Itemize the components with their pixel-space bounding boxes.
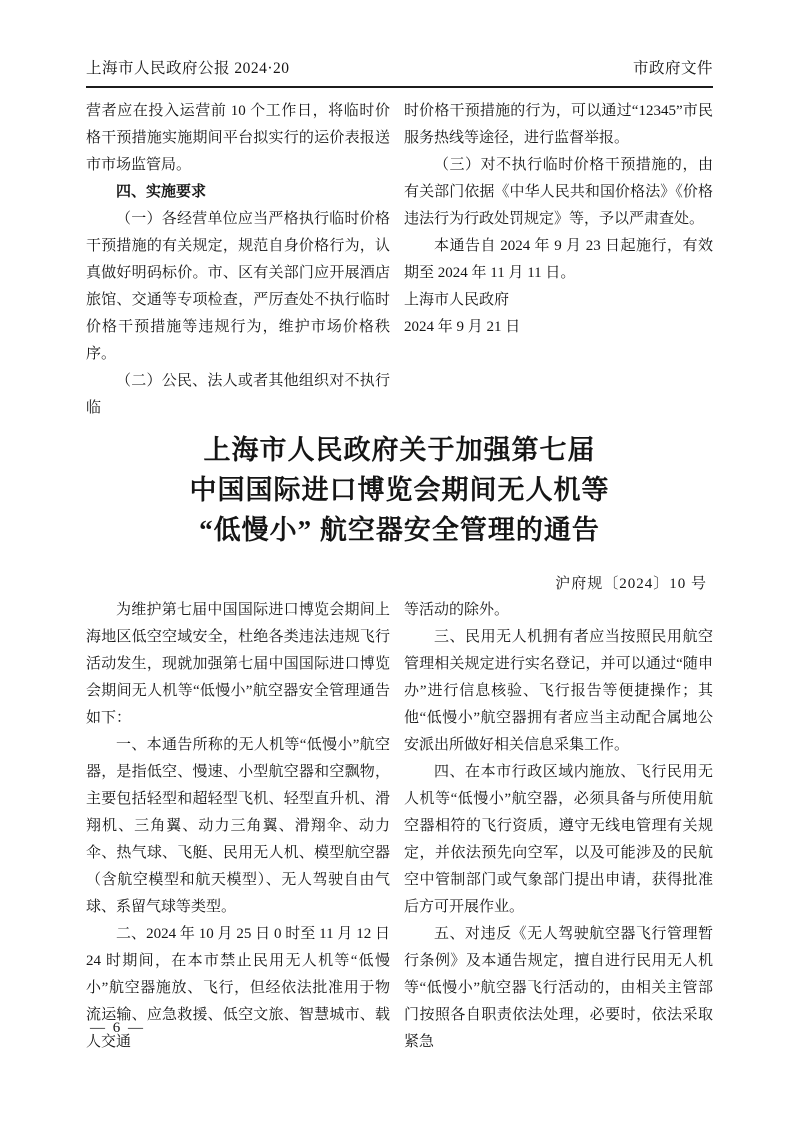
header-divider (86, 86, 713, 88)
doc2-title (86, 430, 713, 550)
paragraph: 等活动的除外。 (404, 602, 510, 618)
paragraph: 本通告自 2024 年 9 月 23 日起施行，有效期至 2024 年 11 月 11 日。 (404, 238, 713, 281)
paragraph: （三）对不执行临时价格干预措施的，由有关部门依据《中华人民共和国价格法》《价格违法行为行政处罚规定》等，予以严肃查处。 (404, 157, 713, 227)
doc2-body (86, 597, 713, 1056)
signature-date: 2024 年 9 月 21 日 (404, 319, 521, 335)
paragraph: 时价格干预措施的行为，可以通过“12345”市民服务热线等途径，进行监督举报。 (404, 103, 713, 146)
doc2-title-line3: “低慢小” 航空器安全管理的通告 (199, 515, 600, 545)
doc2-title-line2: 中国国际进口博览会期间无人机等 (189, 475, 610, 505)
page-number: — 6 — (90, 1020, 145, 1036)
paragraph: 营者应在投入运营前 10 个工作日，将临时价格干预措施实施期间平台拟实行的运价表报送市市场监管局。 (86, 103, 390, 173)
page-header (86, 56, 713, 78)
section-heading: 四、实施要求 (116, 184, 207, 200)
paragraph: 五、对违反《无人驾驶航空器飞行管理暂行条例》及本通告规定，擅自进行民用无人机等“低慢小”航空器飞行活动的，由相关主管部门按照各自职责依法处理，必要时，依法采取紧急 (404, 926, 713, 1050)
paragraph: 为维护第七届中国国际进口博览会期间上海地区低空空域安全，杜绝各类违法违规飞行活动发生，现就加强第七届中国国际进口博览会期间无人机等“低慢小”航空器安全管理通告如下： (86, 602, 390, 726)
doc1-right-column (404, 98, 713, 422)
paragraph: 四、在本市行政区域内施放、飞行民用无人机等“低慢小”航空器，必须具备与所使用航空器相符的飞行资质，遵守无线电管理有关规定，并依法预先向空军，以及可能涉及的民航空中管制部门或气象部门提出申请，获得批准后方可开展作业。 (404, 764, 713, 915)
doc2-number: 沪府规〔2024〕10 号 (555, 576, 707, 592)
paragraph: 一、本通告所称的无人机等“低慢小”航空器，是指低空、慢速、小型航空器和空飘物，主要包括轻型和超轻型飞机、轻型直升机、滑翔机、三角翼、动力三角翼、滑翔伞、动力伞、热气球、飞艇、民用无人机、模型航空器（含航空模型和航天模型）、无人驾驶自由气球、系留气球等类型。 (86, 737, 390, 915)
doc2-left-column (86, 597, 390, 1056)
doc1-left-column (86, 98, 390, 422)
paragraph: （一）各经营单位应当严格执行临时价格干预措施的有关规定，规范自身价格行为，认真做好明码标价。市、区有关部门应开展酒店旅馆、交通等专项检查，严厉查处不执行临时价格干预措施等违规行为，维护市场价格秩序。 (86, 211, 390, 362)
doc2-title-line1: 上海市人民政府关于加强第七届 (203, 435, 596, 465)
signature: 上海市人民政府 (404, 292, 510, 308)
header-section-label: 市政府文件 (632, 60, 713, 77)
header-gazette-title: 上海市人民政府公报 2024·20 (86, 60, 290, 77)
paragraph: （二）公民、法人或者其他组织对不执行临 (86, 373, 390, 416)
doc1-body (86, 98, 713, 422)
doc2-right-column (404, 597, 713, 1056)
paragraph: 二、2024 年 10 月 25 日 0 时至 11 月 12 日 24 时期间，在本市禁止民用无人机等“低慢小”航空器施放、飞行，但经依法批准用于物流运输、应急救援、低空文旅、智慧城市、载人交通 (86, 926, 390, 1050)
paragraph: 三、民用无人机拥有者应当按照民用航空管理相关规定进行实名登记，并可以通过“随申办”进行信息核验、飞行报告等便捷操作；其他“低慢小”航空器拥有者应当主动配合属地公安派出所做好相关信息采集工作。 (404, 629, 713, 753)
